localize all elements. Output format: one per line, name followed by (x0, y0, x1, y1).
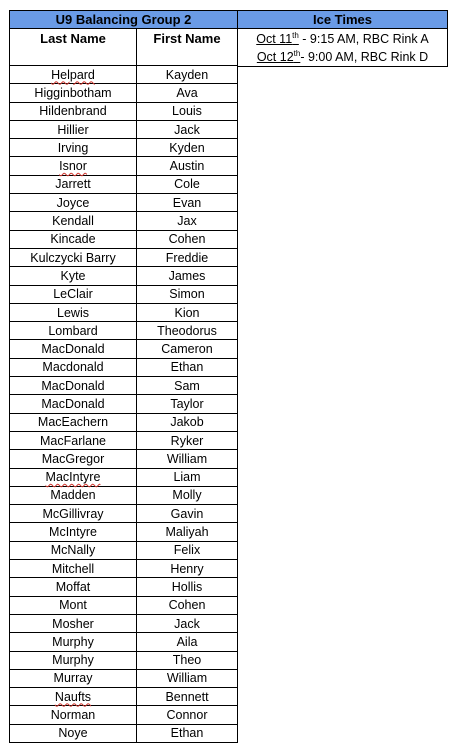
last-name-text: McNally (50, 543, 96, 558)
last-name-text: Kincade (50, 232, 96, 247)
last-name-text: Higginbotham (34, 85, 112, 100)
last-name-text: MacDonald (41, 342, 105, 357)
first-name-cell: Felix (137, 541, 238, 559)
last-name-text: Kulczycki Barry (30, 250, 116, 265)
last-name-cell (10, 358, 137, 376)
first-name-cell: Jack (137, 120, 238, 138)
table-row (10, 120, 238, 138)
last-name-text: Naufts (54, 689, 92, 704)
table-row (10, 84, 238, 102)
first-name-cell: Kyden (137, 139, 238, 157)
table-row (10, 102, 238, 120)
last-name-text: Lombard (48, 323, 98, 338)
table-row (10, 248, 238, 266)
first-name-cell: Cole (137, 175, 238, 193)
last-name-text: Kendall (52, 214, 94, 229)
last-name-cell (10, 395, 137, 413)
first-name-cell: Jax (137, 212, 238, 230)
ice-time-date-text: Oct 12 (256, 50, 294, 64)
first-name-cell: Aila (137, 633, 238, 651)
first-name-cell: Theodorus (137, 322, 238, 340)
table-row (10, 377, 238, 395)
first-name-cell: Sam (137, 377, 238, 395)
last-name-cell (10, 102, 137, 120)
first-name-cell: Hollis (137, 578, 238, 596)
last-name-cell (10, 377, 137, 395)
table-row (10, 468, 238, 486)
last-name-cell (10, 175, 137, 193)
last-name-text: Macdonald (42, 360, 104, 375)
first-name-cell: Evan (137, 194, 238, 212)
table-row (10, 596, 238, 614)
table-row (10, 614, 238, 632)
last-name-cell (10, 505, 137, 523)
table-row (10, 413, 238, 431)
first-name-cell: Simon (137, 285, 238, 303)
last-name-text: MacGregor (41, 451, 105, 466)
last-name-text: Hildenbrand (39, 104, 107, 119)
last-name-text: Madden (50, 488, 96, 503)
last-name-cell (10, 431, 137, 449)
last-name-text: Murphy (52, 653, 94, 668)
ice-time-details: - 9:15 AM, RBC Rink A (298, 32, 429, 46)
table-row (10, 267, 238, 285)
table-row (10, 706, 238, 724)
last-name-cell (10, 322, 137, 340)
last-name-text: McGillivray (42, 506, 104, 521)
last-name-text: Irving (57, 140, 89, 155)
last-name-cell (10, 413, 137, 431)
table-row (10, 175, 238, 193)
first-name-cell: Henry (137, 560, 238, 578)
last-name-cell (10, 267, 137, 285)
ice-times-table (237, 10, 448, 67)
last-name-text: Lewis (57, 305, 89, 320)
ice-time-date-suffix: th (293, 48, 301, 58)
ice-time-entry (238, 48, 447, 66)
last-name-cell (10, 303, 137, 321)
table-row (10, 303, 238, 321)
table-row (10, 139, 238, 157)
first-name-cell: Ava (137, 84, 238, 102)
last-name-text: Mitchell (51, 561, 95, 576)
first-name-cell: Jakob (137, 413, 238, 431)
last-name-text: Mosher (52, 616, 94, 631)
table-row (10, 688, 238, 706)
first-name-cell: Liam (137, 468, 238, 486)
table-row (10, 322, 238, 340)
first-name-cell: Cameron (137, 340, 238, 358)
last-name-text: Joyce (56, 195, 90, 210)
ice-time-details: - 9:00 AM, RBC Rink D (300, 50, 429, 64)
ice-time-date (256, 32, 299, 46)
table-row (10, 505, 238, 523)
first-name-cell: Ryker (137, 431, 238, 449)
last-name-cell (10, 120, 137, 138)
first-name-cell: Connor (137, 706, 238, 724)
last-name-cell (10, 66, 137, 84)
table-row (10, 285, 238, 303)
table-row (10, 157, 238, 175)
last-name-text: Mont (59, 598, 87, 613)
first-name-cell: Ethan (137, 724, 238, 742)
last-name-cell (10, 578, 137, 596)
last-name-text: MacFarlane (40, 433, 106, 448)
table-row (10, 523, 238, 541)
last-name-cell (10, 486, 137, 504)
first-name-cell: Gavin (137, 505, 238, 523)
first-name-cell: Theo (137, 651, 238, 669)
table-row (10, 212, 238, 230)
last-name-cell (10, 633, 137, 651)
last-name-text: Noye (58, 726, 88, 741)
first-name-cell: Kayden (137, 66, 238, 84)
first-name-header: First Name (137, 29, 238, 66)
first-name-cell: Maliyah (137, 523, 238, 541)
last-name-text: Murphy (52, 634, 94, 649)
last-name-text: Helpard (51, 67, 95, 82)
table-row (10, 541, 238, 559)
first-name-cell: Austin (137, 157, 238, 175)
first-name-cell: William (137, 450, 238, 468)
last-name-text: Hillier (57, 122, 89, 137)
last-name-cell (10, 651, 137, 669)
table-row (10, 578, 238, 596)
last-name-cell (10, 669, 137, 687)
ice-times-cell (238, 29, 448, 67)
first-name-cell: Jack (137, 614, 238, 632)
last-name-text: Murray (53, 671, 93, 686)
first-name-cell: Freddie (137, 248, 238, 266)
last-name-cell (10, 248, 137, 266)
last-name-text: Norman (50, 708, 96, 723)
last-name-cell (10, 724, 137, 742)
last-name-cell (10, 688, 137, 706)
last-name-cell (10, 139, 137, 157)
last-name-cell (10, 230, 137, 248)
first-name-cell: Cohen (137, 230, 238, 248)
ice-time-entry (238, 30, 447, 48)
table-row (10, 395, 238, 413)
last-name-text: MacDonald (41, 396, 105, 411)
table-row (10, 669, 238, 687)
roster-table (9, 10, 238, 743)
table-row (10, 66, 238, 84)
last-name-text: Jarrett (55, 177, 91, 192)
last-name-cell (10, 541, 137, 559)
ice-time-date-text: Oct 11 (256, 32, 293, 46)
last-name-text: Isnor (59, 159, 87, 174)
first-name-cell: Kion (137, 303, 238, 321)
last-name-cell (10, 340, 137, 358)
last-name-cell (10, 706, 137, 724)
last-name-cell (10, 450, 137, 468)
first-name-cell: Bennett (137, 688, 238, 706)
table-row (10, 340, 238, 358)
last-name-text: Moffat (55, 579, 91, 594)
last-name-text: McIntyre (49, 525, 97, 540)
first-name-cell: Taylor (137, 395, 238, 413)
last-name-header: Last Name (10, 29, 137, 66)
last-name-text: MacIntyre (45, 470, 101, 485)
table-row (10, 724, 238, 742)
table-row (10, 651, 238, 669)
last-name-cell (10, 560, 137, 578)
last-name-cell (10, 212, 137, 230)
table-row (10, 431, 238, 449)
last-name-text: MacEachern (37, 415, 109, 430)
ice-time-date (257, 50, 301, 64)
first-name-cell: Ethan (137, 358, 238, 376)
table-row (10, 230, 238, 248)
table-row (10, 450, 238, 468)
first-name-cell: William (137, 669, 238, 687)
first-name-cell: Molly (137, 486, 238, 504)
last-name-text: LeClair (53, 287, 93, 302)
last-name-cell (10, 596, 137, 614)
ice-times-title: Ice Times (238, 11, 448, 29)
last-name-cell (10, 84, 137, 102)
last-name-cell (10, 468, 137, 486)
first-name-cell: James (137, 267, 238, 285)
last-name-cell (10, 523, 137, 541)
first-name-cell: Louis (137, 102, 238, 120)
group-title: U9 Balancing Group 2 (10, 11, 238, 29)
table-row (10, 560, 238, 578)
last-name-text: Kyte (60, 268, 86, 283)
last-name-text: MacDonald (41, 378, 105, 393)
last-name-cell (10, 194, 137, 212)
table-row (10, 358, 238, 376)
table-row (10, 486, 238, 504)
last-name-cell (10, 614, 137, 632)
table-row (10, 633, 238, 651)
first-name-cell: Cohen (137, 596, 238, 614)
table-row (10, 194, 238, 212)
last-name-cell (10, 285, 137, 303)
ice-time-date-suffix: th (292, 30, 299, 40)
last-name-cell (10, 157, 137, 175)
roster-body (10, 66, 238, 743)
